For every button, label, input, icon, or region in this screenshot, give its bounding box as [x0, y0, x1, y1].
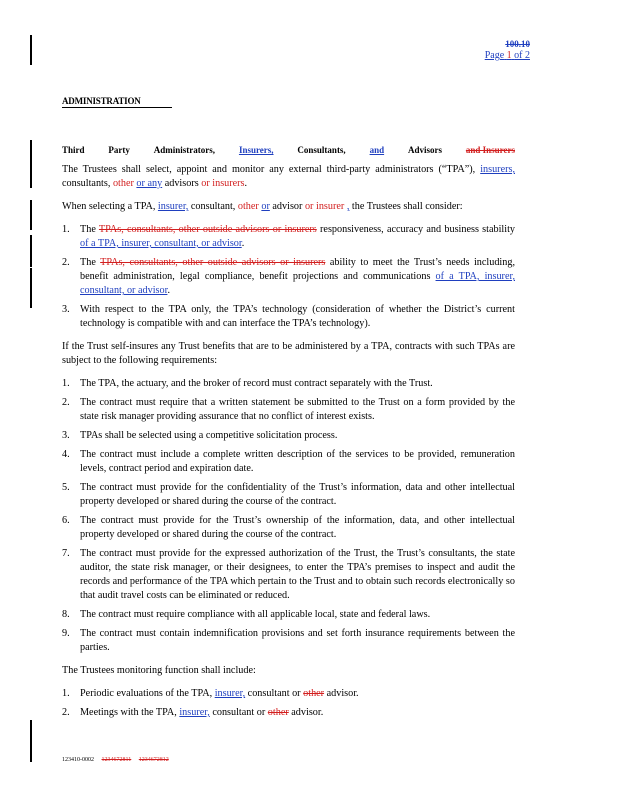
policy-heading: Third Party Administrators, Insurers, Consultants, and Advisors and Insurers	[62, 145, 515, 155]
monitoring-list	[62, 687, 515, 720]
consider-list	[62, 223, 515, 331]
list-item: 2. The contract must require that a written statement be submitted to the Trust on a form provided by the state risk manager providing assurance that no conflict of interest exists.	[62, 397, 515, 422]
list-item: 9. The contract must contain indemnification provisions and set forth insurance requirements between the parties.	[62, 628, 515, 653]
list-item: 1. The TPAs, consultants, other outside advisors or insurers responsiveness, accuracy and business stability of a TPA, insurer, consultant, or advisor.	[62, 224, 515, 249]
list-item: 6. The contract must provide for the Trust’s ownership of the information, data, and other intellectual property developed or shared during the course of the contract.	[62, 515, 515, 540]
policy-code: 100.10	[505, 39, 530, 49]
document-footer: 123410-0002 1234672811 1234672812	[62, 757, 169, 763]
document-body	[62, 143, 515, 729]
list-item: 5. The contract must provide for the confidentiality of the Trust’s information, data and other intellectual property developed or shared during the course of the contract.	[62, 482, 515, 507]
self-insure-paragraph: If the Trust self-insures any Trust benefits that are to be administered by a TPA, contracts with such TPAs are subject to the following requirements:	[62, 341, 515, 366]
list-item: 8. The contract must require compliance with all applicable local, state and federal laws.	[62, 609, 431, 620]
list-item: 3. TPAs shall be selected using a competitive solicitation process.	[62, 430, 338, 441]
list-item: 1. The TPA, the actuary, and the broker of record must contract separately with the Trust.	[62, 378, 433, 389]
section-title: ADMINISTRATION	[62, 96, 172, 108]
change-bar	[30, 720, 32, 762]
list-item: 4. The contract must include a complete written description of the services to be provided, remuneration levels, contract period and expiration date.	[62, 449, 515, 474]
monitoring-intro: The Trustees monitoring function shall include:	[62, 665, 256, 676]
change-bar	[30, 140, 32, 188]
page-header	[485, 38, 530, 62]
change-bar	[30, 35, 32, 65]
selection-paragraph: When selecting a TPA, insurer, consultant, other or advisor or insurer , the Trustees shall consider:	[62, 201, 463, 212]
list-item: 3. With respect to the TPA only, the TPA’s technology (consideration of whether the District’s current technology is compatible with and can interface the TPA’s technology).	[62, 304, 515, 329]
change-bar	[30, 235, 32, 267]
page-number: Page 1 of 2	[484, 50, 530, 61]
list-item: 7. The contract must provide for the expressed authorization of the Trust, the Trust’s consultants, the state auditor, the state risk manager, or their designees, to enter the TPA’s premises to inspect and audit the records and performance of the TPA which pertain to the Trust and to obtain such records electronically so that audit travel costs can be eliminated or reduced.	[62, 548, 515, 601]
intro-paragraph: The Trustees shall select, appoint and monitor any external third-party administrators (“TPA”), insurers, consultants, other or any advisors or insurers.	[62, 164, 515, 189]
list-item: 2. The TPAs, consultants, other outside advisors or insurers ability to meet the Trust’s needs including, benefit administration, legal compliance, benefit projections and communications of a TPA, insurer, consultant, or advisor.	[62, 257, 515, 296]
change-bar	[30, 200, 32, 230]
list-item: 1. Periodic evaluations of the TPA, insurer, consultant or other advisor.	[62, 688, 359, 699]
change-bar	[30, 268, 32, 308]
list-item: 2. Meetings with the TPA, insurer, consultant or other advisor.	[62, 707, 324, 718]
requirements-list	[62, 377, 515, 655]
